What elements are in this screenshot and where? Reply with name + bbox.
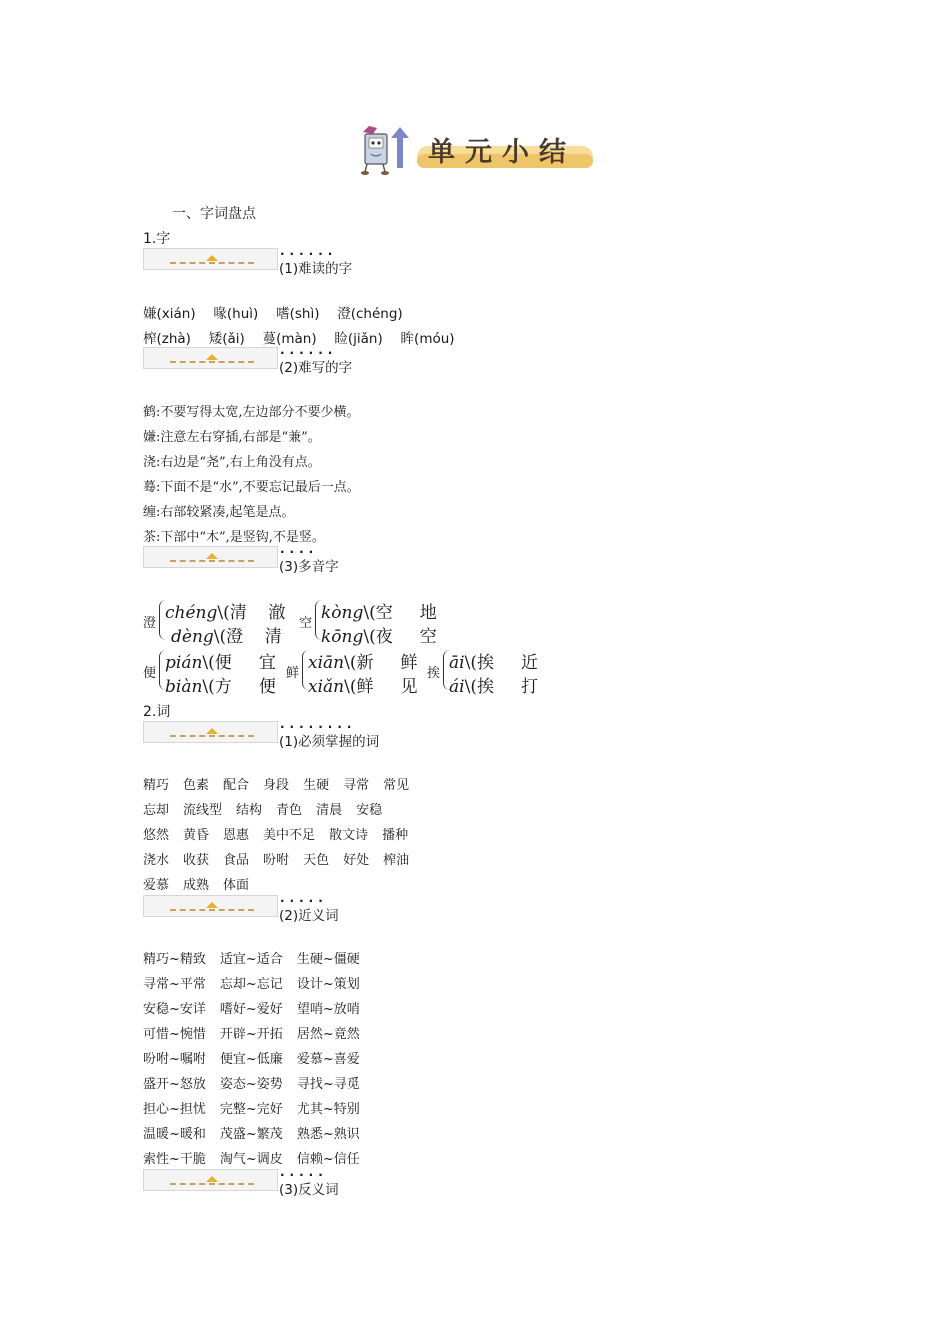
word-row: 浇水 收获 食品 吩咐 天色 好处 榨油	[143, 853, 410, 868]
reading: chéng	[165, 603, 218, 623]
word-row: 精巧 色素 配合 身段 生硬 寻常 常见	[143, 778, 410, 793]
emphasis-dots: ....	[280, 542, 319, 556]
hard-read-row: 榨(zhà) 矮(ǎi) 蔓(màn) 睑(jiǎn) 眸(móu)	[143, 331, 455, 347]
example-tail: 清	[264, 627, 282, 647]
hard-write-row: 缠:右部较紧凑,起笔是点。	[143, 505, 295, 520]
label-banner	[143, 1169, 278, 1191]
reading: pián	[165, 653, 203, 673]
example-tail: 宜	[258, 653, 276, 673]
label-antonyms: (3)反义词	[279, 1182, 339, 1198]
example-tail: 空	[419, 627, 437, 647]
reading: xiān	[308, 653, 345, 673]
example: (挨	[470, 677, 494, 697]
label-synonyms: (2)近义词	[279, 908, 339, 924]
synonym-row: 温暖~暖和 茂盛~繁茂 熟悉~熟识	[143, 1127, 360, 1142]
word-row: 爱慕 成熟 体面	[143, 878, 250, 893]
synonym-row: 寻常~平常 忘却~忘记 设计~策划	[143, 977, 360, 992]
polyphone-char: 澄	[143, 616, 157, 631]
label-banner	[143, 248, 278, 270]
example-tail: 打	[520, 677, 538, 697]
example-tail: 便	[258, 677, 276, 697]
subsection-zi-title: 1.字	[143, 231, 171, 247]
hard-write-row: 鹤:不要写得太宽,左边部分不要少横。	[143, 405, 360, 420]
label-hard-write: (2)难写的字	[279, 360, 353, 376]
example: (清	[223, 603, 247, 623]
example-tail: 澈	[268, 603, 286, 623]
word-row: 忘却 流线型 结构 青色 清晨 安稳	[143, 803, 383, 818]
synonym-row: 担心~担忧 完整~完好 尤其~特别	[143, 1102, 360, 1117]
hard-write-row: 嫌:注意左右穿插,右部是“兼”。	[143, 430, 321, 445]
emphasis-dots: ......	[280, 343, 338, 357]
synonym-row: 安稳~安详 嗜好~爱好 望哨~放哨	[143, 1002, 360, 1017]
polyphone-char: 挨	[427, 666, 441, 681]
reading: xiǎn	[308, 677, 345, 697]
emphasis-dots: .....	[280, 891, 328, 905]
emphasis-dots: ......	[280, 244, 338, 258]
synonym-row: 吩咐~嘱咐 便宜~低廉 爱慕~喜爱	[143, 1052, 360, 1067]
label-hard-read: (1)难读的字	[279, 261, 353, 277]
example-tail: 见	[400, 677, 418, 697]
synonym-row: 精巧~精致 适宜~适合 生硬~僵硬	[143, 952, 360, 967]
section-title: 一、字词盘点	[172, 206, 256, 222]
banner-title: 单元小结	[428, 137, 576, 168]
word-row: 悠然 黄昏 恩惠 美中不足 散文诗 播种	[143, 828, 409, 843]
example: (新	[349, 653, 374, 673]
book-mascot-icon	[361, 126, 389, 175]
reading: ái	[449, 677, 465, 697]
example-tail: 鲜	[400, 653, 418, 673]
example: (空	[369, 603, 393, 623]
example: (澄	[219, 627, 244, 647]
reading: kòng	[321, 603, 364, 623]
label-banner	[143, 347, 278, 369]
reading: āi	[449, 653, 465, 673]
polyphone-char: 空	[299, 616, 313, 631]
example: (方	[208, 677, 232, 697]
polyphone-char: 鲜	[286, 666, 300, 681]
label-must-words: (1)必须掌握的词	[279, 734, 380, 750]
example: (挨	[470, 653, 494, 673]
example-tail: 近	[520, 653, 538, 673]
example: (夜	[369, 627, 393, 647]
emphasis-dots: .....	[280, 1165, 328, 1179]
label-polyphone: (3)多音字	[279, 559, 339, 575]
hard-write-row: 茶:下部中“木”,是竖钩,不是竖。	[143, 530, 325, 545]
label-banner	[143, 546, 278, 568]
reading: biàn	[165, 677, 203, 697]
emphasis-dots: ........	[280, 717, 357, 731]
example: (鲜	[349, 677, 374, 697]
reading: dèng	[171, 627, 214, 647]
hard-write-row: 浇:右边是“尧”,右上角没有点。	[143, 455, 321, 470]
hard-read-row: 嫌(xián) 喙(huì) 嗜(shì) 澄(chéng)	[143, 306, 403, 322]
synonym-row: 可惜~惋惜 开辟~开拓 居然~竟然	[143, 1027, 360, 1042]
hard-write-row: 蓦:下面不是“水”,不要忘记最后一点。	[143, 480, 360, 495]
subsection-ci-title: 2.词	[143, 704, 171, 720]
reading: kōng	[321, 627, 364, 647]
synonym-row: 索性~干脆 淘气~调皮 信赖~信任	[143, 1152, 360, 1167]
polyphone-char: 便	[143, 666, 157, 681]
label-banner	[143, 895, 278, 917]
label-banner	[143, 721, 278, 743]
example-tail: 地	[419, 603, 437, 623]
synonym-row: 盛开~怒放 姿态~姿势 寻找~寻觅	[143, 1077, 360, 1092]
example: (便	[208, 653, 232, 673]
